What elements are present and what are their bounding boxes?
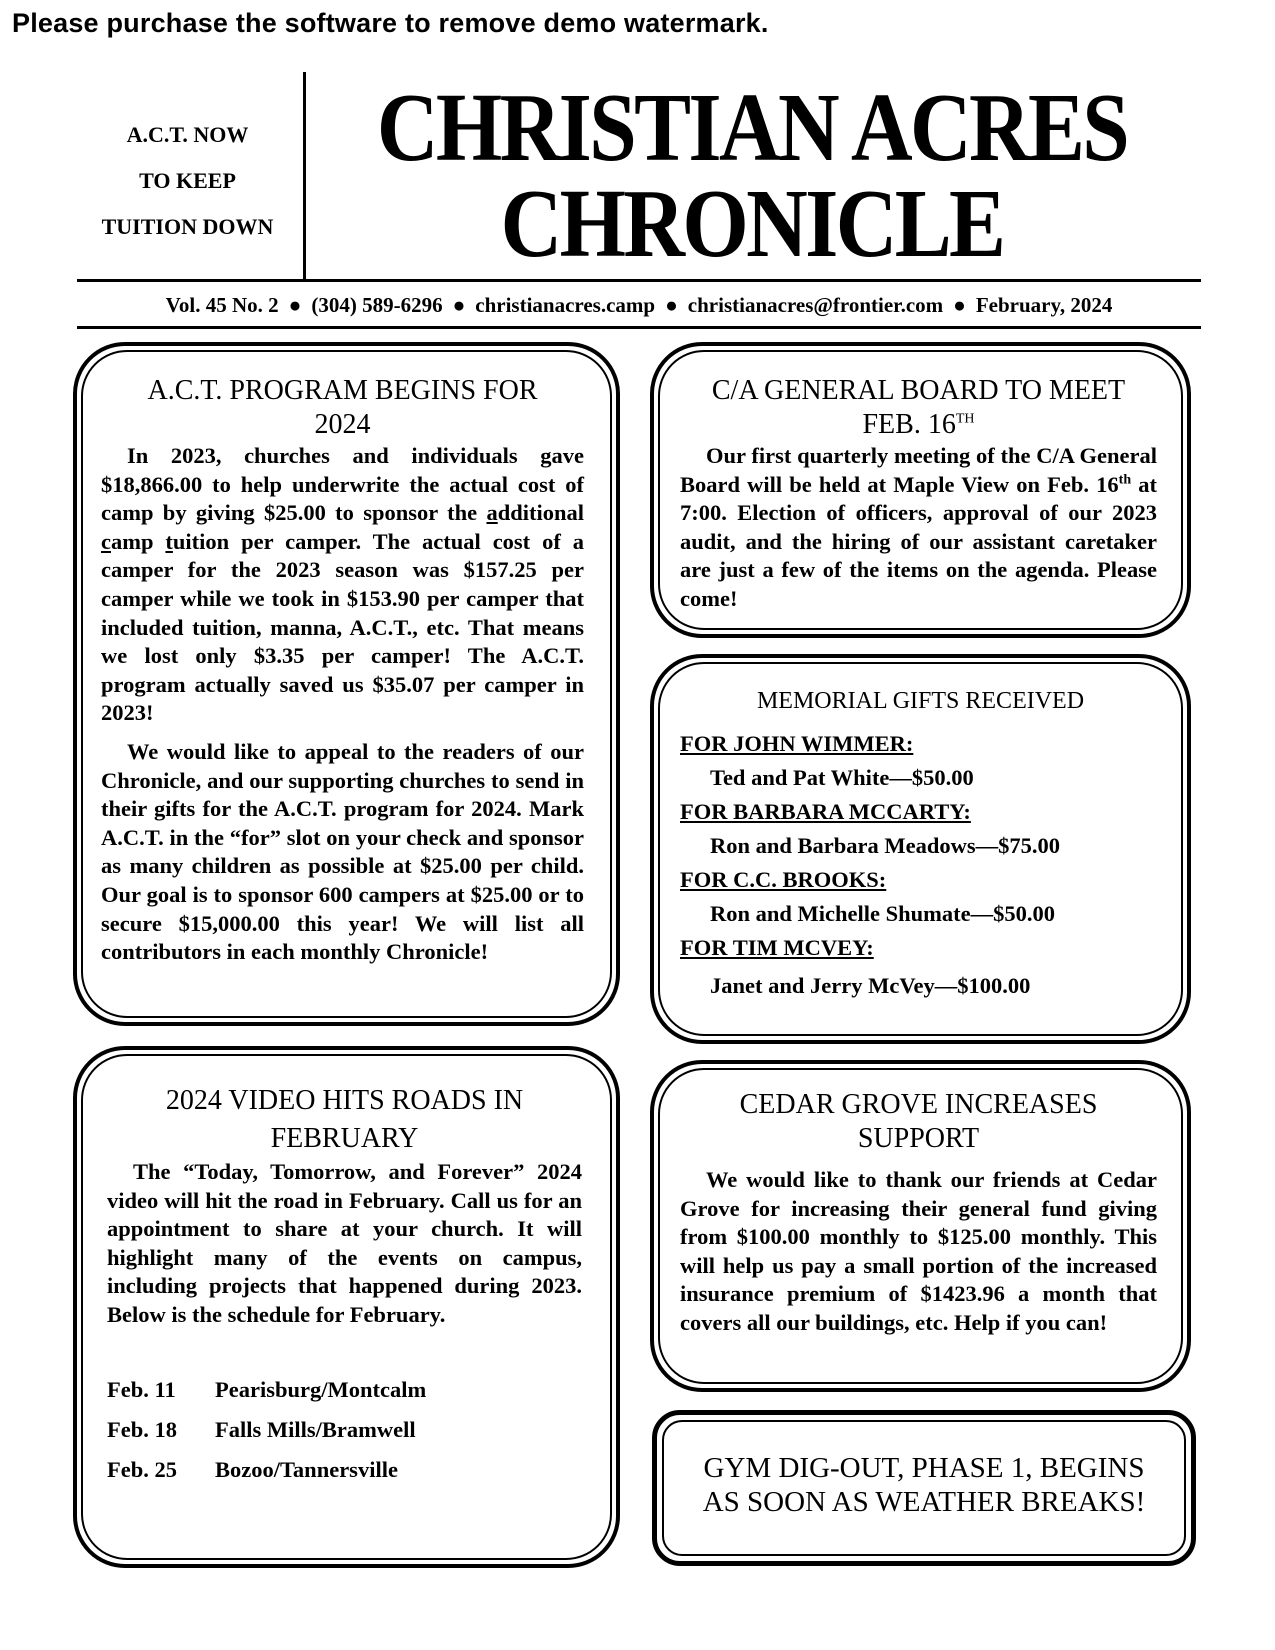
title-text: C/A GENERAL BOARD TO MEET FEB. 16 (711, 375, 1126, 440)
article-paragraph: We would like to appeal to the readers of our Chronicle, and our supporting churches to send in their gifts for the A.C.T. program for 2024. Mark A.C.T. in the “for” slot on your check and sponsor as many children as possible at $25.00 per child. Our goal is to sponsor 600 campers at $25.00 or to secure $15,000.00 this year! We will list all contributors in each monthly Chronicle! (101, 738, 584, 965)
acronym-letter: c (101, 528, 111, 554)
superscript: th (1118, 472, 1132, 488)
text: In 2023, churches and individuals gave $18,866.00 to help underwrite the actual cost of camp by giving $25.00 to sponsor the (101, 443, 584, 526)
article-paragraph: We would like to thank our friends at Cedar Grove for increasing their general fund giving from $100.00 monthly to $125.00 monthly. This will help us pay a small portion of the increased insurance premium of $1423.96 a month that covers all our buildings, etc. Help if you can! (680, 1167, 1157, 1335)
memorial-donor: Janet and Jerry McVey—$100.00 (710, 973, 1031, 998)
gym-headline-line-2: AS SOON AS WEATHER BREAKS! (702, 1486, 1146, 1518)
memorial-for: FOR JOHN WIMMER: (680, 731, 914, 756)
acronym-letter: a (486, 500, 498, 526)
text: Our first quarterly meeting of the C/A General Board will be held at Maple View on Feb. 16 (680, 443, 1157, 497)
motto-line: TUITION DOWN (101, 214, 274, 239)
demo-watermark: Please purchase the software to remove demo watermark. (12, 8, 769, 38)
memorial-donor: Ted and Pat White—$50.00 (710, 765, 974, 790)
issue-info (77, 293, 1201, 318)
schedule-row (107, 1450, 582, 1490)
text: amp (111, 528, 166, 554)
motto (80, 112, 295, 250)
memorial-for: FOR BARBARA MCCARTY: (680, 799, 971, 824)
memorial-donor: Ron and Michelle Shumate—$50.00 (710, 901, 1056, 926)
gym-headline-line-1: GYM DIG-OUT, PHASE 1, BEGINS (703, 1452, 1145, 1484)
act-program-article (73, 342, 620, 1026)
board-meeting-article (650, 342, 1191, 638)
schedule-date: Feb. 18 (107, 1416, 177, 1442)
bullet: ● (665, 293, 678, 317)
article-title: MEMORIAL GIFTS RECEIVED (756, 688, 1085, 714)
schedule-date: Feb. 25 (107, 1456, 177, 1482)
acronym-letter: t (165, 528, 173, 554)
article-paragraph (101, 442, 584, 728)
bullet: ● (288, 293, 302, 317)
article-paragraph: The “Today, Tomorrow, and Forever” 2024 video will hit the road in February. Call us for an appointment to share at your church. It will highlight many of the events on campus, including projects that happened during 2023. Below is the schedule for February. (107, 1159, 582, 1327)
schedule-place: Falls Mills/Bramwell (215, 1416, 416, 1442)
memorial-for: FOR TIM MCVEY: (680, 935, 874, 960)
article-title (680, 374, 1157, 442)
schedule-row (107, 1410, 582, 1450)
video-article (73, 1046, 620, 1568)
text: dditional (497, 500, 584, 526)
text: The actual cost of a camper for the 2023 season was $157.25 per camper while we took in $153.90 per camper that included tuition, manna, A.C.T., etc. That means we lost only $3.35 per camper! The A.C.T. program actually saved us $35.07 per camper in 2023! (101, 528, 584, 726)
title-line-1: CHRISTIAN ACRES (376, 74, 1128, 181)
motto-line: A.C.T. NOW (126, 122, 249, 147)
title-line-2: CHRONICLE (500, 170, 1004, 277)
top-rule (77, 279, 1201, 282)
phone-number: (304) 589-6296 (311, 293, 443, 317)
newsletter-title (365, 74, 1139, 277)
memorial-donor: Ron and Barbara Meadows—$75.00 (710, 833, 1061, 858)
schedule-place: Pearisburg/Montcalm (215, 1376, 427, 1402)
bottom-rule (77, 326, 1201, 329)
bullet: ● (452, 293, 466, 317)
article-title: CEDAR GROVE INCREASES SUPPORT (739, 1089, 1098, 1154)
text: uition per camper. (172, 528, 362, 554)
memorial-for: FOR C.C. BROOKS: (680, 867, 887, 892)
volume-number: Vol. 45 No. 2 (165, 293, 279, 317)
title-superscript: TH (955, 411, 975, 427)
schedule-row (107, 1370, 582, 1410)
article-title: 2024 VIDEO HITS ROADS IN FEBRUARY (165, 1085, 524, 1154)
website: christianacres.camp (475, 293, 656, 317)
text: at 7:00. Election of officers, approval of our 2023 audit, and the hiring of our assistant caretaker are just a few of the items on the agenda. Please come! (680, 471, 1157, 611)
motto-line: TO KEEP (139, 168, 236, 193)
schedule-date: Feb. 11 (107, 1376, 176, 1402)
article-paragraph (680, 442, 1157, 614)
schedule-place: Bozoo/Tannersville (215, 1456, 398, 1482)
cedar-grove-article (650, 1060, 1191, 1392)
issue-date: February, 2024 (975, 293, 1113, 317)
video-schedule (107, 1370, 582, 1490)
header-divider (303, 72, 306, 280)
gym-announcement (652, 1410, 1196, 1566)
bullet: ● (953, 293, 966, 317)
article-title: A.C.T. PROGRAM BEGINS FOR 2024 (147, 375, 538, 440)
memorial-gifts-article (650, 654, 1191, 1044)
email: christianacres@frontier.com (687, 293, 944, 317)
